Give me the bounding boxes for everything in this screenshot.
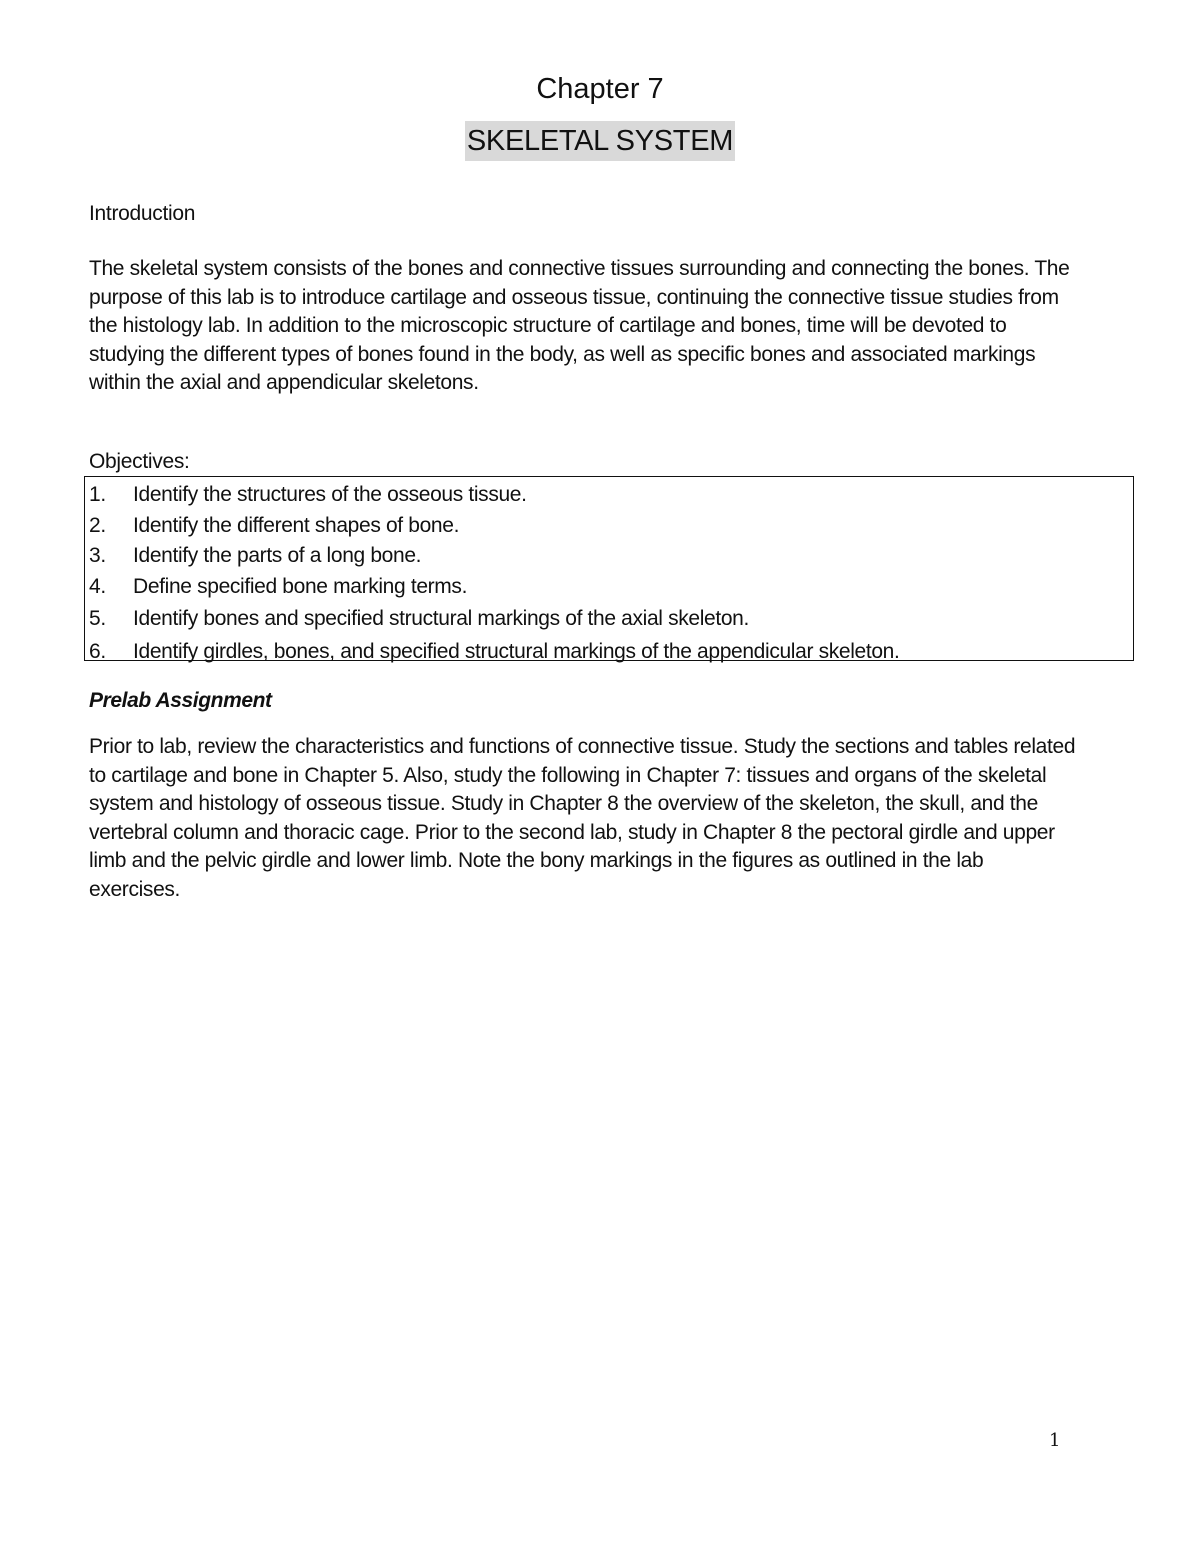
introduction-heading: Introduction — [89, 202, 196, 225]
objectives-list — [84, 476, 1134, 661]
objective-number: 3. — [89, 544, 106, 567]
objective-number: 6. — [89, 639, 106, 663]
section-title: SKELETAL SYSTEM — [465, 121, 735, 161]
objective-item — [89, 604, 1133, 637]
objective-number: 5. — [89, 607, 106, 630]
objective-number: 4. — [89, 574, 106, 598]
objective-text: Identify bones and specified structural markings of the axial skeleton. — [133, 607, 749, 630]
objective-item — [89, 511, 1133, 542]
objective-text: Identify the parts of a long bone. — [133, 544, 422, 567]
introduction-paragraph: The skeletal system consists of the bones and connective tissues surrounding and connecting the bones. The purpose of this lab is to introduce cartilage and osseous tissue, continuing the connective tissue studies from the histology lab. In addition to the microscopic structure of cartilage and bones, time will be devoted to studying the different types of bones found in the body, as well as specific bones and associated markings within the axial and appendicular skeletons. — [89, 257, 1070, 394]
objective-text: Identify the different shapes of bone. — [133, 513, 460, 537]
objective-text: Identify girdles, bones, and specified structural markings of the appendicular skeleton. — [133, 639, 900, 663]
chapter-title: Chapter 7 — [536, 73, 664, 105]
objectives-heading: Objectives: — [89, 450, 190, 473]
section-title-container — [0, 121, 1200, 161]
prelab-heading: Prelab Assignment — [89, 689, 272, 712]
objective-number: 2. — [89, 513, 106, 537]
page-number: 1 — [1049, 1430, 1061, 1451]
objective-item — [89, 480, 1133, 511]
objective-item — [89, 637, 1133, 670]
objective-text: Identify the structures of the osseous tissue. — [133, 483, 527, 506]
objective-text: Define specified bone marking terms. — [133, 574, 468, 598]
prelab-paragraph: Prior to lab, review the characteristics and functions of connective tissue. Study the sections and tables related to cartilage and bone in Chapter 5. Also, study the following in Chapter 7: tissues and organs of the skeletal system and histology of osseous tissue. Study in Chapter 8 the overview of the skeleton, the skull, and the vertebral column and thoracic cage. Prior to the second lab, study in Chapter 8 the pectoral girdle and upper limb and the pelvic girdle and lower limb. Note the bony markings in the figures as outlined in the lab exercises. — [89, 735, 1076, 901]
objective-item — [89, 572, 1133, 605]
objective-number: 1. — [89, 483, 106, 506]
objective-item — [89, 541, 1133, 572]
